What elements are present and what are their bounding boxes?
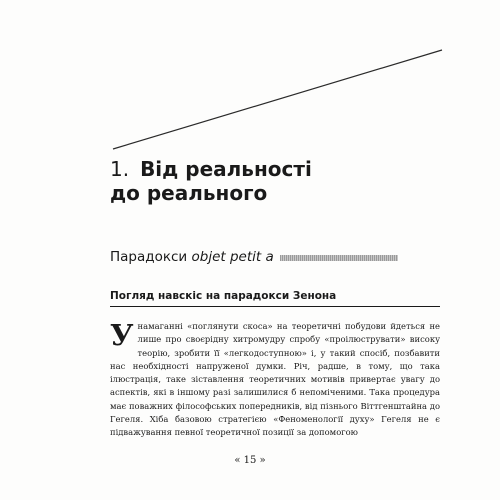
chapter-title-line2: до реального [110, 181, 268, 205]
page-number: « 15 » [234, 455, 266, 466]
body-paragraph [110, 320, 440, 450]
drop-cap: У [110, 318, 134, 352]
section-heading-bar [280, 255, 398, 261]
chapter-title [110, 157, 440, 205]
subsection-heading-row [110, 289, 440, 313]
section-heading-italic: objet petit a [191, 249, 274, 265]
chapter-title-line1: Від реальності [140, 157, 312, 181]
subsection-rule [110, 306, 440, 307]
section-heading-plain: Парадокси [110, 249, 192, 265]
body-text: намаганні «поглянути скоса» на теоретичні побудови йдеться не лише про своєрідну хитромудру спробу «проілюструвати» високу теорію, зробити її «легкодоступною» і, у такий спосіб, позбавити нас необхідності напруженої думки. Річ, радше, в тому, що така ілюстрація, таке зіставлення теоретичних мотивів привертає увагу до аспектів, які в іншому разі залишилися б непоміченими. Така процедура має поважних філософських попередників, від пізнього Віттгенштайна до Гегеля. Хіба базовою стратегією «Феноменології духу» Гегеля не є підважування певної теоретичної позиції за допомогою [110, 321, 440, 438]
section-heading-row [110, 248, 440, 268]
section-heading [110, 248, 274, 266]
subsection-heading: Погляд навскіс на парадокси Зенона [110, 290, 337, 302]
chapter-number: 1. [110, 157, 130, 181]
diagonal-stroke [113, 50, 442, 149]
